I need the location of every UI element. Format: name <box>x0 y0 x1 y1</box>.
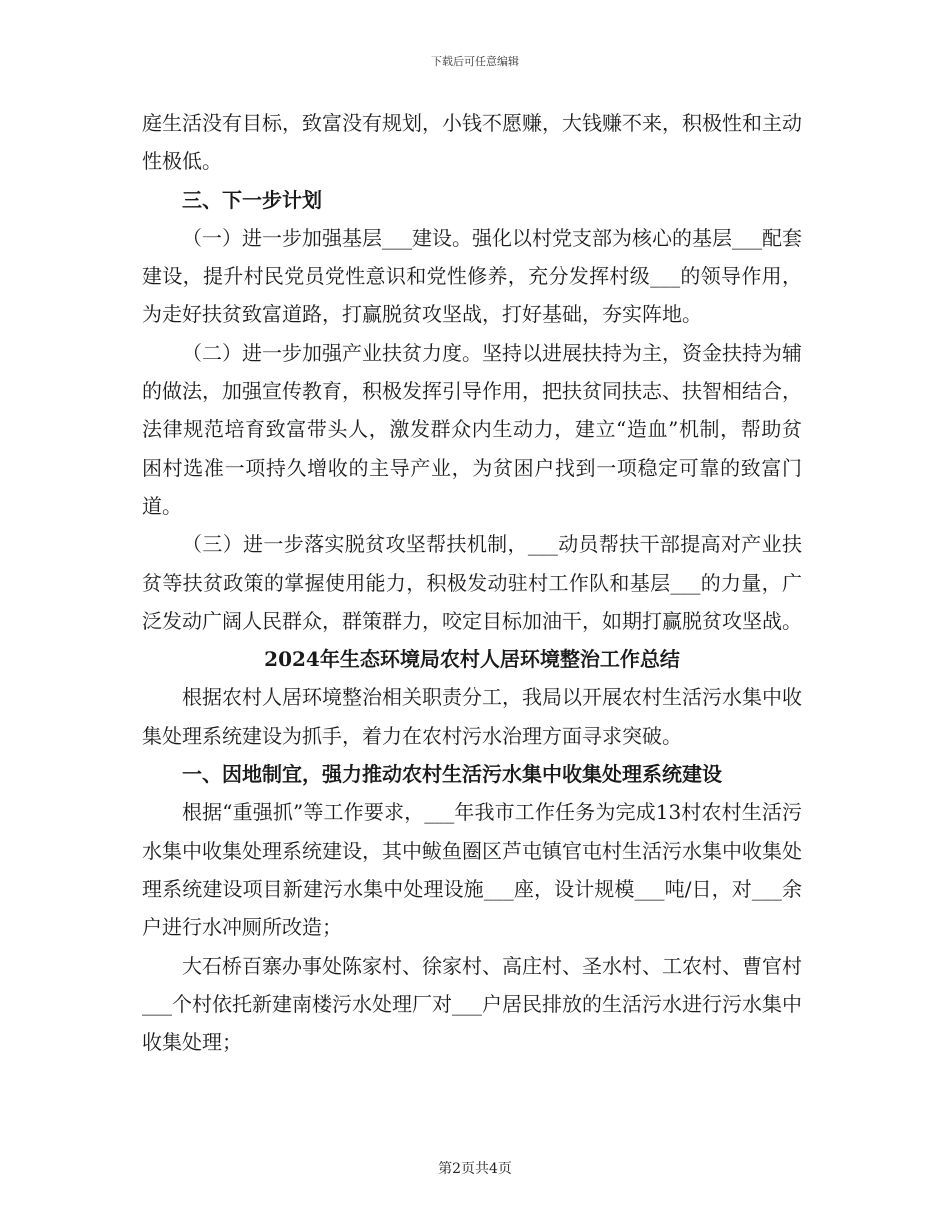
paragraph-sewage-tasks: 根据“重强抓”等工作要求，___年我市工作任务为完成13村农村生活污水集中收集处理系统建设，其中鲅鱼圈区芦屯镇官屯村生活污水集中收集处理系统建设项目新建污水集中处理设施___座，设计规模___吨/日，对___余户进行水冲厕所改造； <box>142 800 802 940</box>
paragraph-intro: 根据农村人居环境整治相关职责分工，我局以开展农村生活污水集中收集处理系统建设为抓手，着力在农村污水治理方面寻求突破。 <box>142 685 802 748</box>
section-heading-next-steps: 三、下一步计划 <box>182 187 322 212</box>
page-header-note: 下载后可任意编辑 <box>431 55 519 68</box>
paragraph-continuation: 庭生活没有目标，致富没有规划，小钱不愿赚，大钱赚不来，积极性和主动性极低。 <box>142 111 802 174</box>
paragraph-plan-2: （二）进一步加强产业扶贫力度。坚持以进展扶持为主，资金扶持为辅的做法，加强宣传教育，积极发挥引导作用，把扶贫同扶志、扶智相结合，法律规范培育致富带头人，激发群众内生动力，建立“造血”机制，帮助贫困村选准一项持久增收的主导产业，为贫困户找到一项稳定可靠的致富门道。 <box>142 340 802 518</box>
document-title: 2024年生态环境局农村人居环境整治工作总结 <box>264 647 680 672</box>
section-heading-sewage: 一、因地制宜，强力推动农村生活污水集中收集处理系统建设 <box>182 762 722 787</box>
document-body <box>142 104 802 1061</box>
paragraph-plan-1: （一）进一步加强基层___建设。强化以村党支部为核心的基层___配套建设，提升村民党员党性意识和党性修养，充分发挥村级___的领导作用，为走好扶贫致富道路，打赢脱贫攻坚战，打好基础，夯实阵地。 <box>142 225 802 327</box>
paragraph-plan-3: （三）进一步落实脱贫攻坚帮扶机制，___动员帮扶干部提高对产业扶贫等扶贫政策的掌握使用能力，积极发动驻村工作队和基层___的力量，广泛发动广阔人民群众，群策群力，咬定目标加油干，如期打赢脱贫攻坚战。 <box>142 532 802 633</box>
page-number: 第2页共4页 <box>438 1161 512 1177</box>
paragraph-sewage-villages: 大石桥百寨办事处陈家村、徐家村、高庄村、圣水村、工农村、曹官村___个村依托新建南楼污水处理厂对___户居民排放的生活污水进行污水集中收集处理； <box>142 953 802 1055</box>
